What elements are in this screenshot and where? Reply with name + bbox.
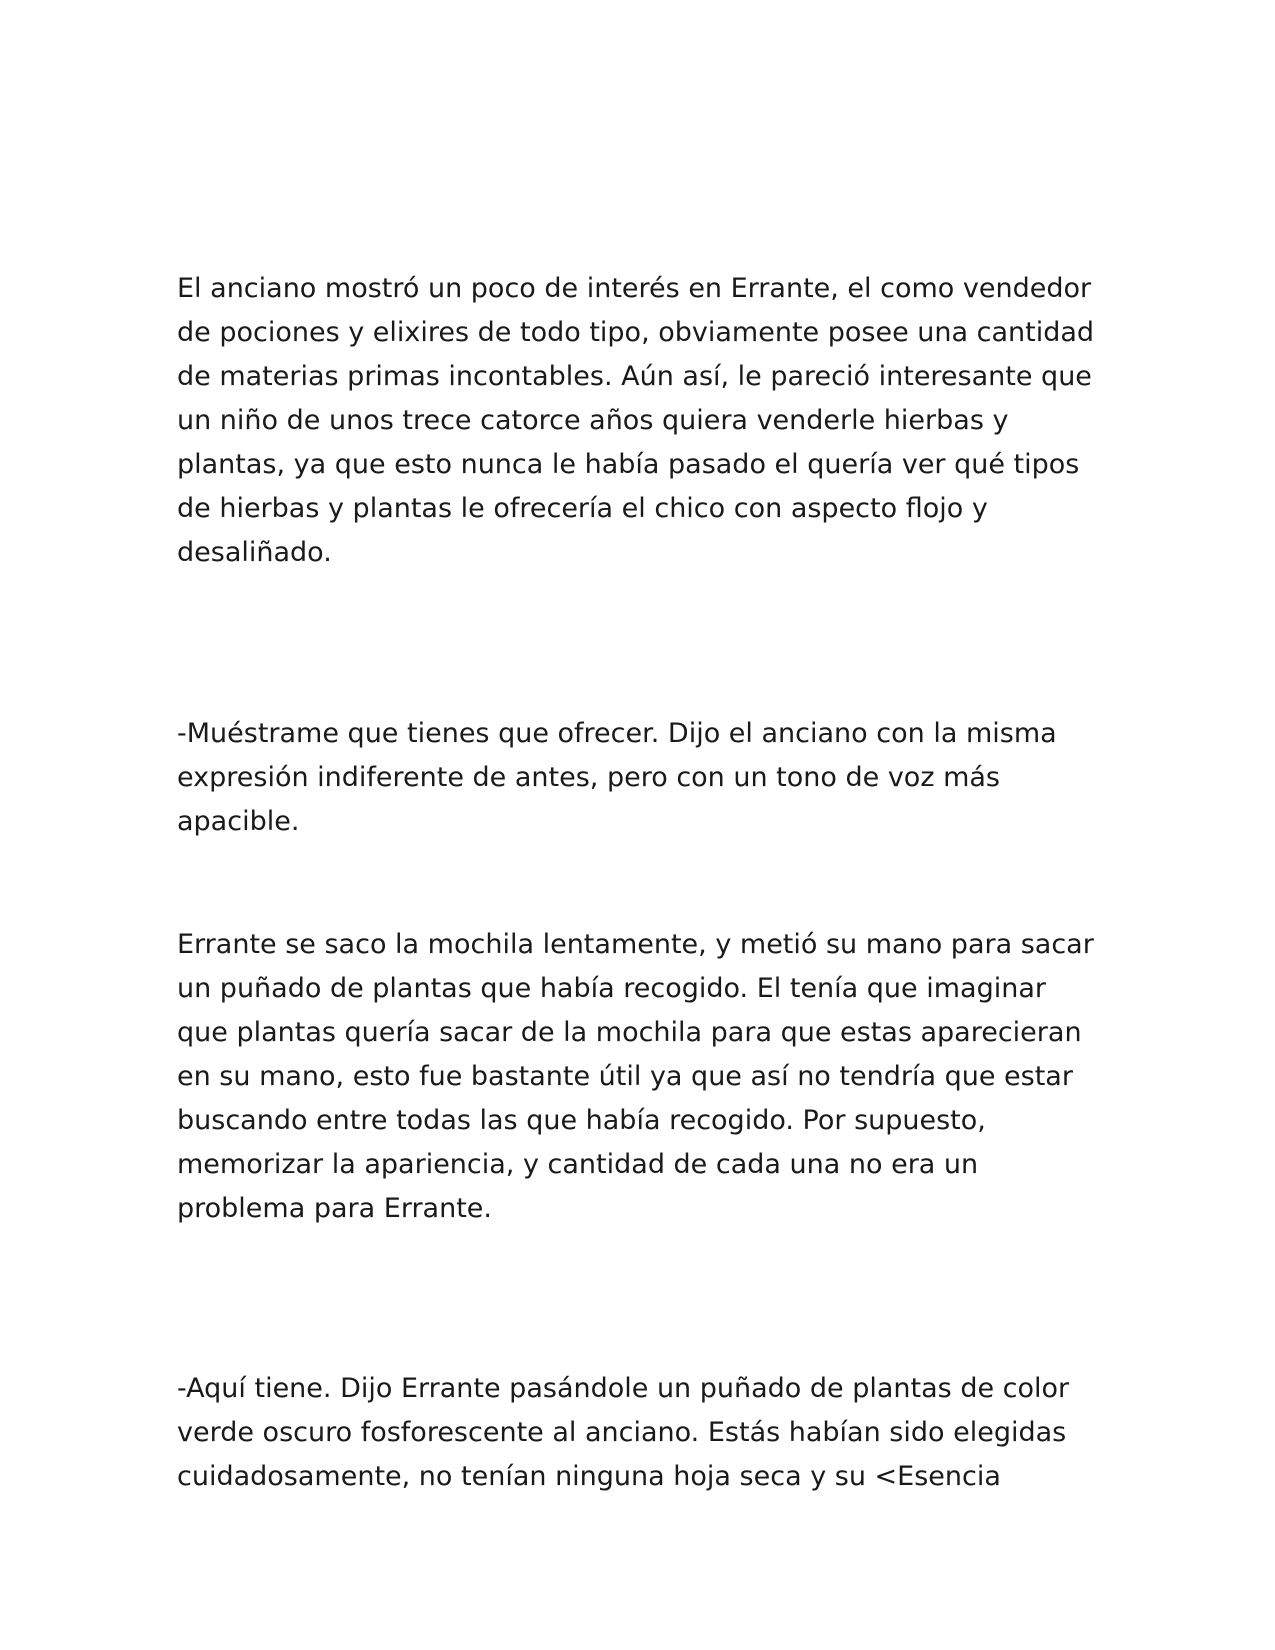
paragraph-2 — [177, 712, 1117, 844]
text-line: -Aquí tiene. Dijo Errante pasándole un puñado de plantas de color — [177, 1373, 1070, 1404]
text-line: buscando entre todas las que había recogido. Por supuesto, — [177, 1105, 986, 1136]
paragraph-3 — [177, 923, 1117, 1231]
text-line: problema para Errante. — [177, 1193, 492, 1224]
text-line: expresión indiferente de antes, pero con un tono de voz más — [177, 762, 1000, 793]
text-line: verde oscuro fosforescente al anciano. Estás habían sido elegidas — [177, 1417, 1067, 1448]
text-line: El anciano mostró un poco de interés en Errante, el como vendedor — [177, 273, 1092, 304]
text-line: en su mano, esto fue bastante útil ya que así no tendría que estar — [177, 1061, 1073, 1092]
text-line: de materias primas incontables. Aún así, le pareció interesante que — [177, 361, 1092, 392]
text-line: de hierbas y plantas le ofrecería el chico con aspecto flojo y — [177, 493, 988, 524]
text-line: -Muéstrame que tienes que ofrecer. Dijo el anciano con la misma — [177, 718, 1057, 749]
text-line: Errante se saco la mochila lentamente, y metió su mano para sacar — [177, 929, 1094, 960]
text-line: un puñado de plantas que había recogido. El tenía que imaginar — [177, 973, 1046, 1004]
text-line: de pociones y elixires de todo tipo, obviamente posee una cantidad — [177, 317, 1095, 348]
paragraph-1 — [177, 267, 1117, 575]
text-line: apacible. — [177, 806, 300, 837]
paragraph-4 — [177, 1367, 1117, 1499]
text-line: memorizar la apariencia, y cantidad de cada una no era un — [177, 1149, 979, 1180]
text-line: cuidadosamente, no tenían ninguna hoja seca y su <Esencia — [177, 1461, 1001, 1492]
text-line: un niño de unos trece catorce años quiera venderle hierbas y — [177, 405, 1009, 436]
text-line: plantas, ya que esto nunca le había pasado el quería ver qué tipos — [177, 449, 1080, 480]
text-line: que plantas quería sacar de la mochila para que estas aparecieran — [177, 1017, 1082, 1048]
text-line: desaliñado. — [177, 537, 332, 568]
